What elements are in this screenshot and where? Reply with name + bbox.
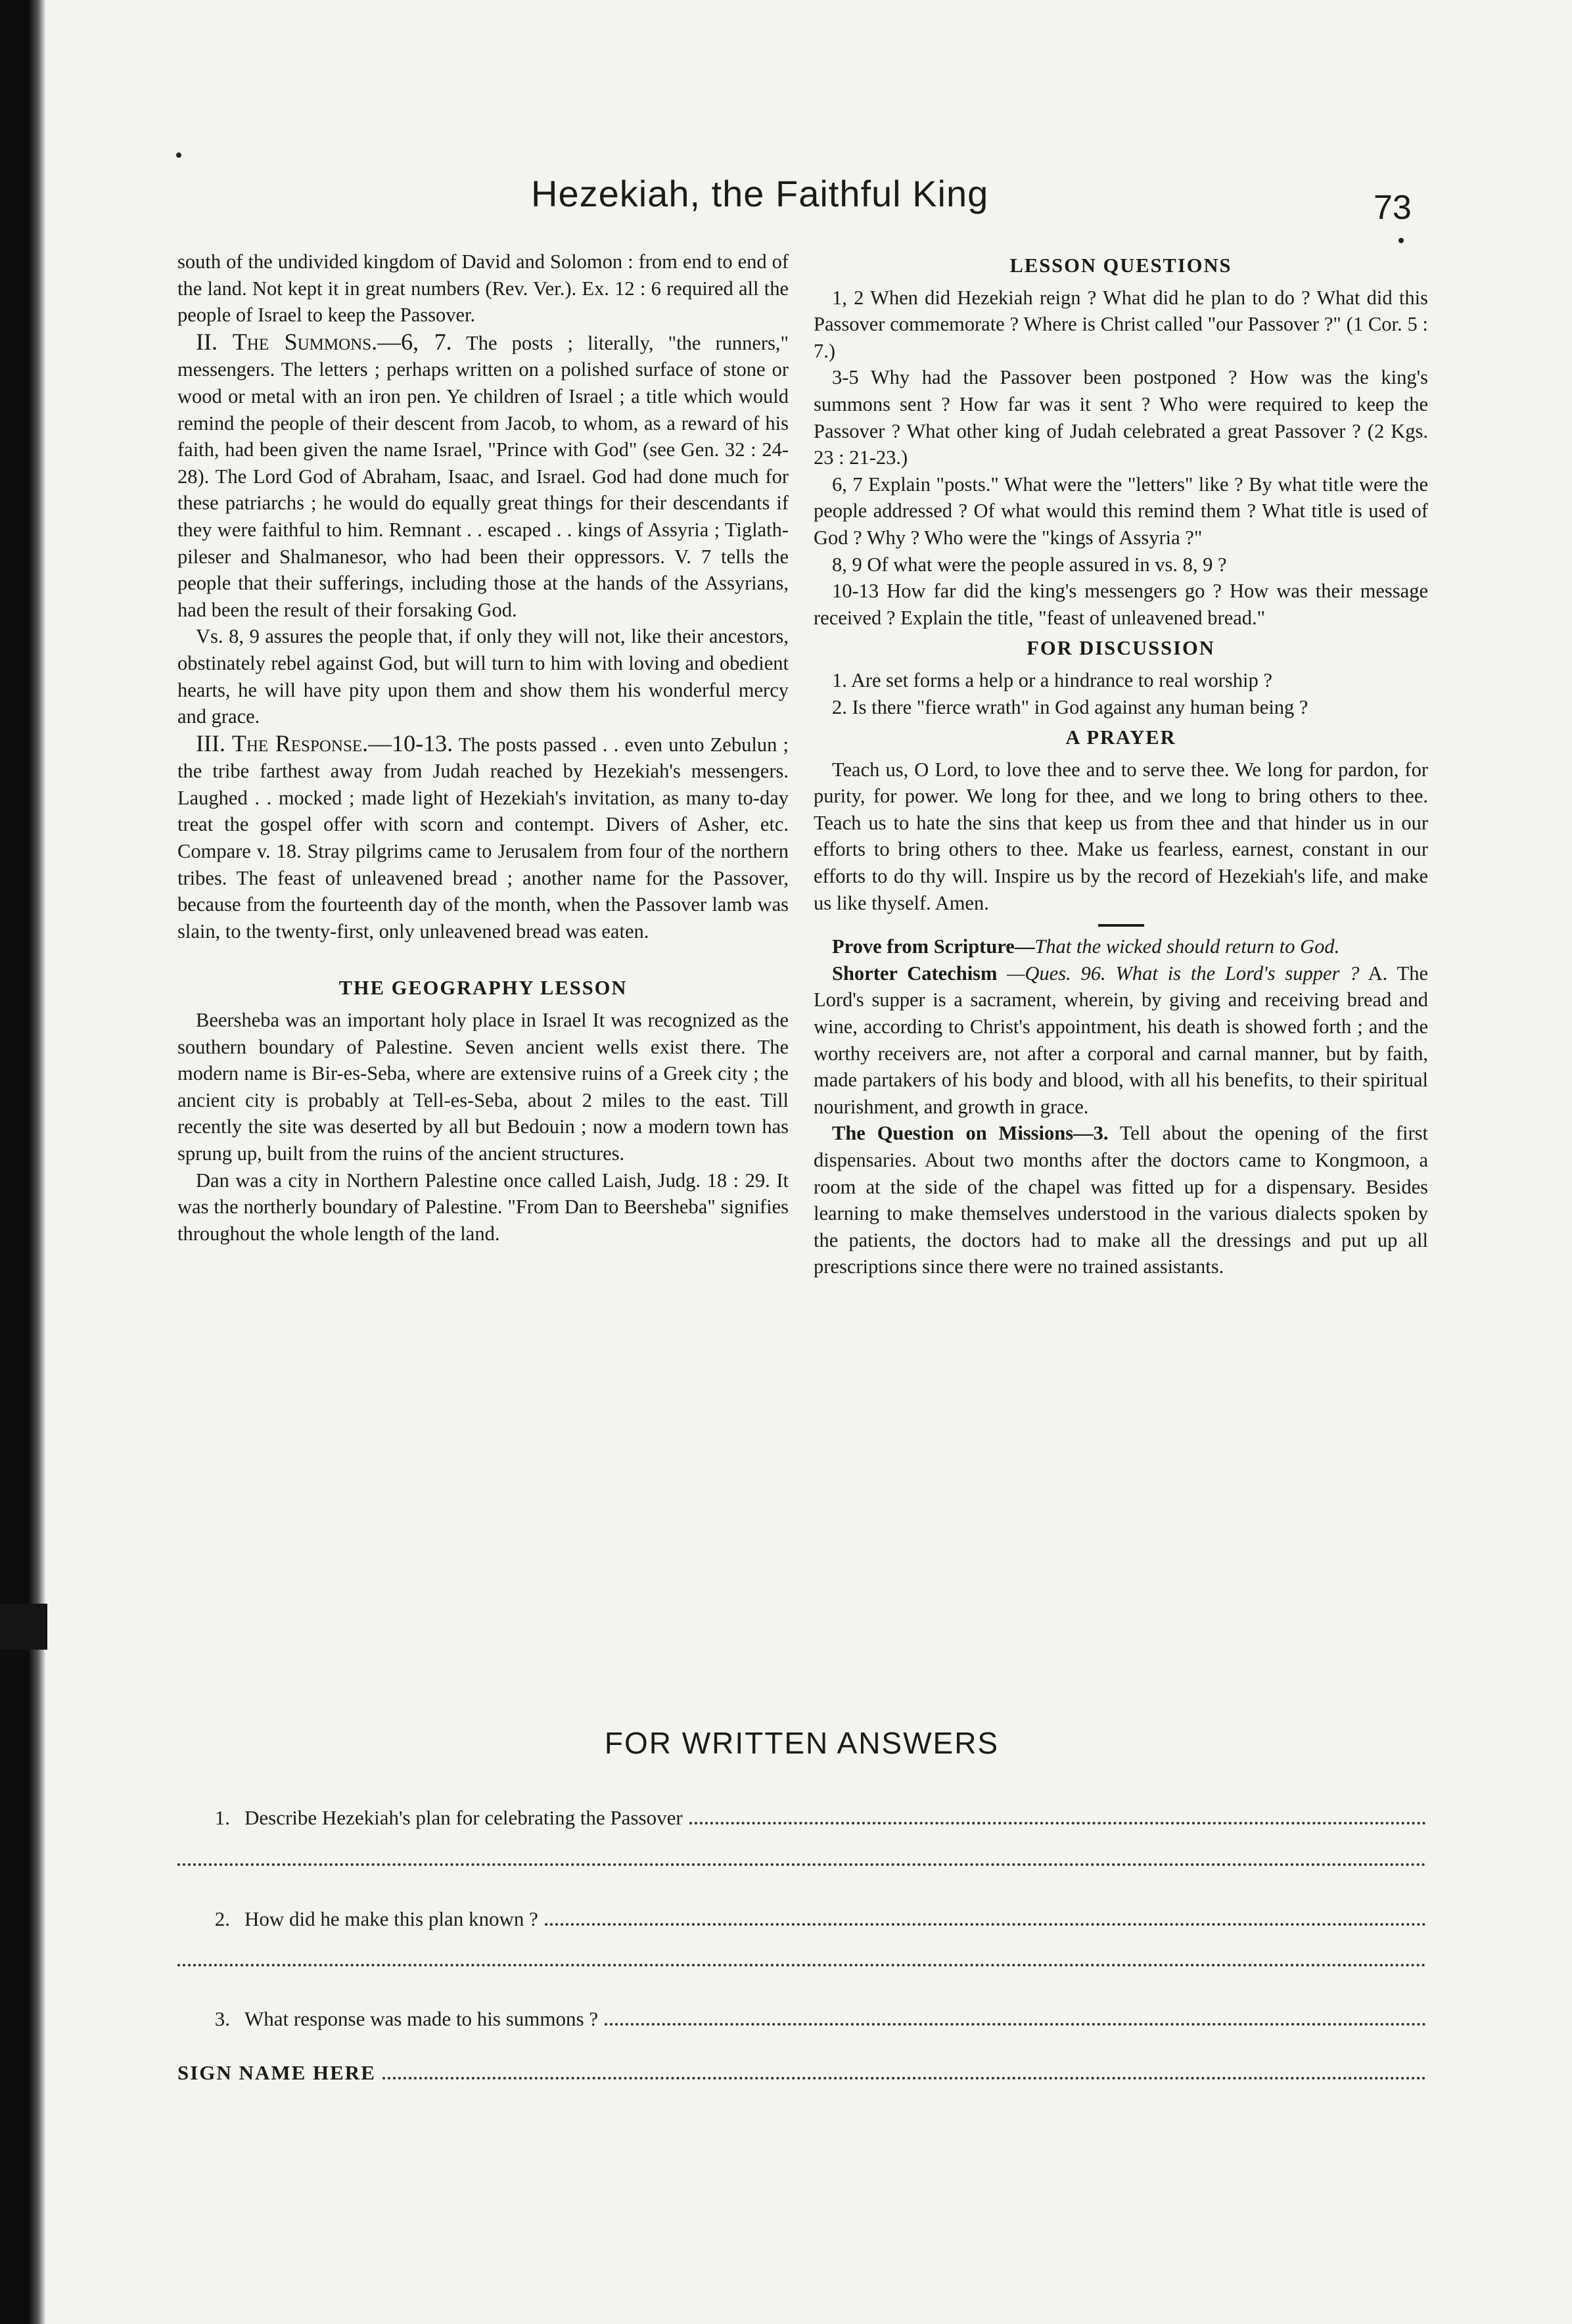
sign-name-row bbox=[177, 2061, 1426, 2085]
question-number: 2. bbox=[214, 1907, 230, 1930]
lesson-question-item: 3-5 Why had the Passover been postponed ? How was the king's summons sent ? How far was it sent ? Who were required to keep the Passover ? What other king of Judah celebrated a great Passover ? (2 Kgs. 23 : 21-23.) bbox=[814, 366, 1428, 469]
section-three-paragraph bbox=[177, 730, 789, 945]
prove-from-scripture bbox=[814, 933, 1428, 960]
catechism-label: Shorter Catechism bbox=[832, 962, 998, 985]
missions-label: The Question on Missions—3. bbox=[832, 1122, 1109, 1145]
lesson-question-item: 6, 7 Explain "posts." What were the "letters" like ? By what title were the people addressed ? Of what would this remind them ? What title is used of God ? Why ? Who were the "kings of Assyria ?" bbox=[814, 473, 1428, 549]
answer-line[interactable] bbox=[177, 1964, 1426, 1966]
right-column bbox=[814, 248, 1428, 1280]
missions-text: Tell about the opening of the first dispensaries. About two months after the doctors came to Kongmoon, a room at the side of the chapel was fitted up for a dispensary. Besides learning to make themselves understood in the various dialects spoken by the patients, the doctors had to make all the dressings and put up all prescriptions since there were no trained assistants. bbox=[814, 1122, 1428, 1278]
discussion-item: 2. Is there "fierce wrath" in God against any human being ? bbox=[832, 695, 1308, 718]
question-text: What response was made to his summons ? bbox=[244, 2007, 599, 2030]
written-question-3 bbox=[177, 2007, 1426, 2031]
question-number: 1. bbox=[214, 1806, 230, 1829]
scan-speck bbox=[1399, 238, 1404, 243]
prayer-text: Teach us, O Lord, to love thee and to serve thee. We long for pardon, for purity, for power. We long for thee, and we long to bring others to thee. Teach us to hate the sins that keep us from thee and that hinder us in our efforts to bring others to thee. Make us fearless, earnest, constant in our efforts to do thy will. Inspire us by the record of Hezekiah's life, and make us like thyself. Amen. bbox=[814, 758, 1428, 914]
sign-name-label: SIGN NAME HERE bbox=[177, 2061, 376, 2084]
lesson-question-item: 10-13 How far did the king's messengers go ? How was their message received ? Explain the title, "feast of unleavened bread." bbox=[814, 580, 1428, 629]
section-divider bbox=[1098, 924, 1144, 927]
section-two-heading: II. The Summons.—6, 7. bbox=[196, 328, 452, 355]
shorter-catechism bbox=[814, 960, 1428, 1121]
page-header-title: Hezekiah, the Faithful King bbox=[531, 173, 989, 214]
question-text: How did he make this plan known ? bbox=[244, 1907, 538, 1930]
section-two-body: The posts ; literally, "the runners," messengers. The letters ; perhaps written on a polished surface of stone or wood or metal with an iron pen. Ye children of Israel ; a title which would remind the people of their descent from Jacob, to whom, as a reward of his faith, had been given the name Israel, "Prince with God" (see Gen. 32 : 24-28). The Lord God of Abraham, Isaac, and Israel. God had done much for these patriarchs ; he would do equally great things for their descendants if they were faithful to him. Remnant . . escaped . . kings of Assyria ; Tiglath-pileser and Shalmanesor, who had been their oppressors. V. 7 tells the people that their sufferings, including those at the hands of the Assyrians, had been the result of their forsaking God. bbox=[177, 331, 789, 621]
written-question-2 bbox=[177, 1907, 1426, 1931]
discussion-item: 1. Are set forms a help or a hindrance to real worship ? bbox=[832, 668, 1272, 691]
section-two-paragraph bbox=[177, 329, 789, 624]
signature-line[interactable] bbox=[382, 2070, 1426, 2080]
discussion-heading: FOR DISCUSSION bbox=[1027, 637, 1215, 660]
missions-question bbox=[814, 1120, 1428, 1280]
answer-line[interactable] bbox=[689, 1815, 1426, 1824]
answer-line[interactable] bbox=[605, 2016, 1426, 2026]
written-answers-heading: FOR WRITTEN ANSWERS bbox=[604, 1726, 1000, 1760]
section-three-body: The posts passed . . even unto Zebulun ; the tribe farthest away from Judah reached by Hezekiah's messengers. Laughed . . mocked ; made light of Hezekiah's invitation, as many to-day treat the gospel offer with scorn and contempt. Divers of Asher, etc. Compare v. 18. Stray pilgrims came to Jerusalem from four of the northern tribes. The feast of unleavened bread ; another name for the Passover, because from the fourteenth day of the month, when the Passover lamb was slain, to the twenty-first, only unleavened bread was eaten. bbox=[177, 733, 789, 942]
left-column bbox=[177, 248, 789, 1247]
prove-label: Prove from Scripture— bbox=[832, 935, 1035, 958]
intro-paragraph: south of the undivided kingdom of David and Solomon : from end to end of the land. Not kept it in great numbers (Rev. Ver.). Ex. 12 : 6 required all the people of Israel to keep the Passover. bbox=[177, 250, 789, 327]
answer-line[interactable] bbox=[545, 1917, 1426, 1926]
geography-paragraph-2: Dan was a city in Northern Palestine once called Laish, Judg. 18 : 29. It was the northerly boundary of Palestine. "From Dan to Beersheba" signifies throughout the whole length of the land. bbox=[177, 1169, 789, 1245]
scan-edge-mark bbox=[0, 1604, 47, 1650]
lesson-questions-heading: LESSON QUESTIONS bbox=[1009, 254, 1232, 277]
prayer-heading: A PRAYER bbox=[1065, 726, 1176, 749]
scan-speck bbox=[176, 152, 181, 158]
section-three-heading: III. The Response.—10-13. bbox=[196, 730, 453, 756]
section-two-paragraph-2: Vs. 8, 9 assures the people that, if only they will not, like their ancestors, obstinately rebel against God, but will turn to him with loving and obedient hearts, he will have pity upon them and show them his wonderful mercy and grace. bbox=[177, 625, 789, 728]
geography-paragraph-1: Beersheba was an important holy place in Israel It was recognized as the southern boundary of Palestine. Seven ancient wells exist there. The modern name is Bir-es-Seba, where are extensive ruins of a Greek city ; the ancient city is probably at Tell-es-Seba, about 2 miles to the east. Till recently the site was deserted by all but Bedouin ; now a modern town has sprung up, built from the ruins of the ancient structures. bbox=[177, 1009, 789, 1165]
written-question-1 bbox=[177, 1806, 1426, 1830]
lesson-question-item: 8, 9 Of what were the people assured in vs. 8, 9 ? bbox=[832, 553, 1227, 576]
geography-heading: THE GEOGRAPHY LESSON bbox=[338, 977, 628, 1000]
catechism-answer: A. The Lord's supper is a sacrament, wherein, by giving and receiving bread and wine, according to Christ's appointment, his death is showed forth ; and the worthy receivers are, not after a corporal and carnal manner, but by faith, made partakers of his body and blood, with all his benefits, to their spiritual nourishment, and growth in grace. bbox=[814, 962, 1428, 1118]
page-number: 73 bbox=[1374, 189, 1412, 227]
lesson-question-item: 1, 2 When did Hezekiah reign ? What did he plan to do ? What did this Passover commemorate ? Where is Christ called "our Passover ?" (1 Cor. 5 : 7.) bbox=[814, 286, 1428, 362]
question-text: Describe Hezekiah's plan for celebrating the Passover bbox=[244, 1806, 683, 1829]
question-number: 3. bbox=[214, 2007, 230, 2030]
catechism-question: —Ques. 96. What is the Lord's supper ? bbox=[1007, 962, 1360, 985]
prove-text: That the wicked should return to God. bbox=[1034, 935, 1340, 958]
spacer bbox=[177, 944, 789, 971]
answer-line[interactable] bbox=[177, 1863, 1426, 1866]
scan-binding-edge bbox=[0, 0, 46, 2324]
